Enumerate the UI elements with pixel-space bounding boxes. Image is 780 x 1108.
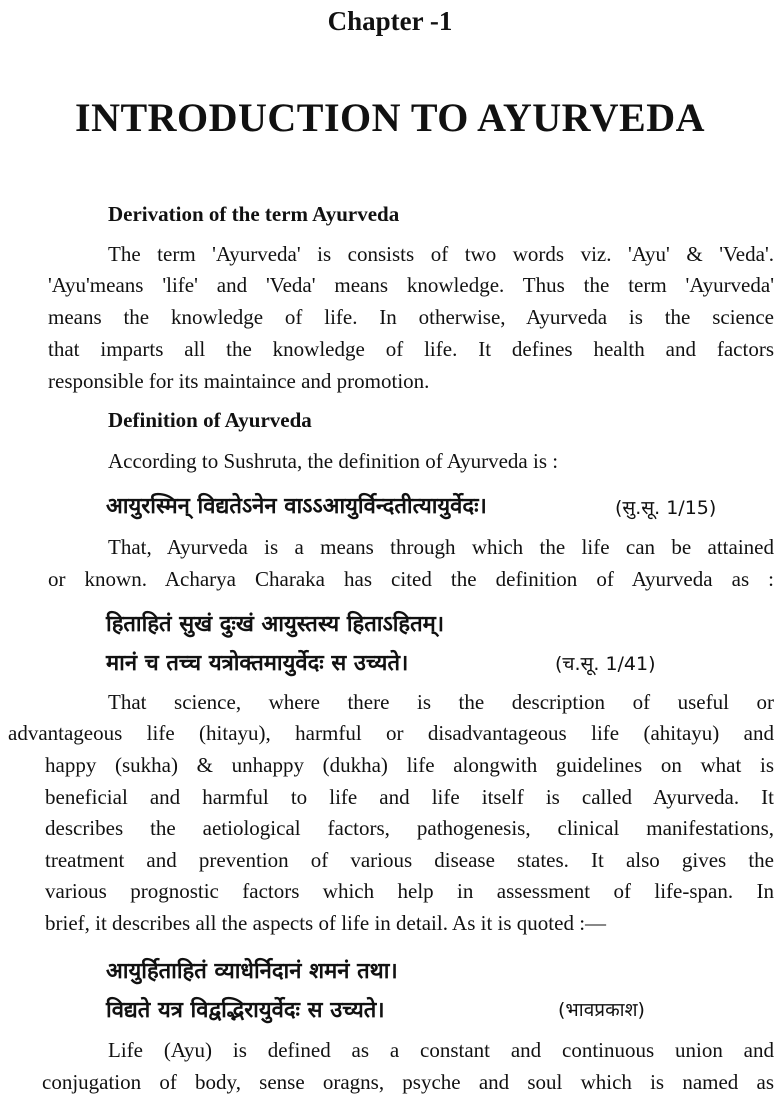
paragraph-line: means the knowledge of life. In otherwise, Ayurveda is the science	[48, 305, 774, 329]
chapter-label: Chapter -1	[327, 6, 453, 36]
paragraph-line: According to Sushruta, the definition of Ayurveda is :	[108, 449, 559, 473]
paragraph-line: That, Ayurveda is a means through which the life can be attained	[108, 535, 774, 559]
paragraph-line: describes the aetiological factors, pathogenesis, clinical manifestations,	[45, 816, 774, 840]
sanskrit-verse: विद्यते यत्र विद्वद्भिरायुर्वेदः स उच्यते।	[106, 998, 385, 1023]
section-heading-derivation: Derivation of the term Ayurveda	[108, 202, 400, 226]
paragraph-line: The term 'Ayurveda' is consists of two words viz. 'Ayu' & 'Veda'.	[108, 242, 774, 266]
paragraph-line: happy (sukha) & unhappy (dukha) life alongwith guidelines on what is	[45, 753, 774, 777]
sanskrit-verse: आयुर्हिताहितं व्याधेर्निदानं शमनं तथा।	[106, 959, 398, 984]
verse-reference: (भावप्रकाश)	[558, 999, 645, 1021]
section-heading-definition: Definition of Ayurveda	[108, 408, 312, 432]
page-title: INTRODUCTION TO AYURVEDA	[75, 95, 705, 140]
paragraph-line: conjugation of body, sense oragns, psyche and soul which is named as	[42, 1070, 774, 1094]
sanskrit-verse: मानं च तच्च यत्रोक्तमायुर्वेदः स उच्यते।	[106, 651, 409, 676]
verse-reference: (सु.सू. 1/15)	[615, 497, 717, 519]
verse-reference: (च.सू. 1/41)	[555, 653, 656, 675]
paragraph-line: That science, where there is the description of useful or	[108, 690, 774, 714]
paragraph-line: brief, it describes all the aspects of life in detail. As it is quoted :—	[45, 911, 607, 935]
paragraph-line: responsible for its maintaince and promotion.	[48, 369, 430, 393]
sanskrit-verse: आयुरस्मिन् विद्यतेऽनेन वाऽऽआयुर्विन्दतीत्यायुर्वेदः।	[106, 494, 487, 519]
paragraph-line: or known. Acharya Charaka has cited the definition of Ayurveda as :	[48, 567, 774, 591]
paragraph-line: that imparts all the knowledge of life. It defines health and factors	[48, 337, 774, 361]
paragraph-line: advantageous life (hitayu), harmful or disadvantageous life (ahitayu) and	[8, 721, 774, 745]
paragraph-line: Life (Ayu) is defined as a constant and continuous union and	[108, 1038, 774, 1062]
paragraph-line: various prognostic factors which help in assessment of life-span. In	[45, 879, 774, 903]
paragraph-line: 'Ayu'means 'life' and 'Veda' means knowledge. Thus the term 'Ayurveda'	[48, 273, 774, 297]
sanskrit-verse: हिताहितं सुखं दुःखं आयुस्तस्य हिताऽहितम्।	[106, 612, 445, 637]
paragraph-line: beneficial and harmful to life and life itself is called Ayurveda. It	[45, 785, 774, 809]
paragraph-line: treatment and prevention of various disease states. It also gives the	[45, 848, 774, 872]
